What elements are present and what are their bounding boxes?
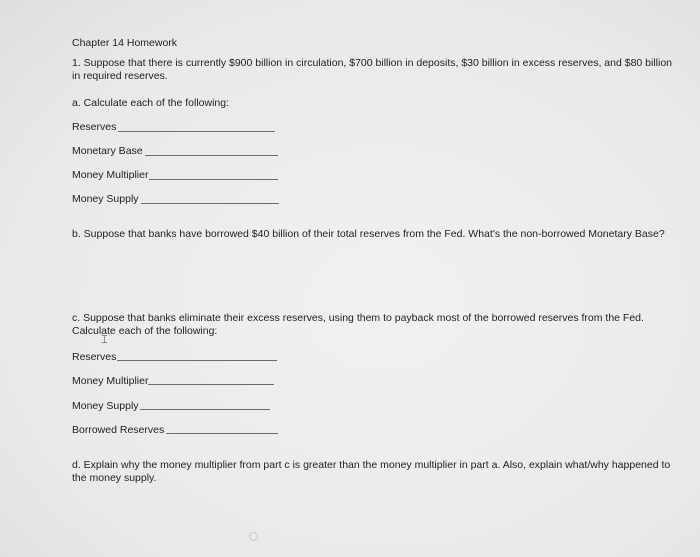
part-b-text: b. Suppose that banks have borrowed $40 billion of their total reserves from the Fed. What's the non-borrowed Monetary Base? — [72, 228, 665, 240]
part-c-money-supply-label: Money Supply — [72, 400, 139, 412]
part-c-borrowed-reserves-label: Borrowed Reserves — [72, 424, 165, 436]
smudge-mark-icon — [249, 532, 258, 541]
part-a-monetary-base-blank[interactable] — [145, 155, 278, 156]
question-1-prompt-line-1: 1. Suppose that there is currently $900 billion in circulation, $700 billion in deposits, $30 billion in excess reserves, and $80 billion — [72, 57, 673, 69]
part-c-money-multiplier-label: Money Multiplier — [72, 375, 149, 387]
part-d-line-1: d. Explain why the money multiplier from part c is greater than the money multiplier in part a. Also, explain what/why happened to — [72, 459, 671, 471]
text-cursor-icon: ⌶ — [101, 334, 108, 346]
part-a-money-supply-label: Money Supply — [72, 193, 139, 205]
part-c-borrowed-reserves-blank[interactable] — [166, 433, 278, 434]
part-c-reserves-label: Reserves — [72, 351, 117, 363]
part-a-monetary-base-label: Monetary Base — [72, 145, 143, 157]
part-a-money-supply-blank[interactable] — [141, 203, 279, 204]
part-a-reserves-blank[interactable] — [118, 131, 275, 132]
part-c-reserves-blank[interactable] — [117, 360, 277, 361]
part-a-heading: a. Calculate each of the following: — [72, 97, 230, 109]
part-c-line-1: c. Suppose that banks eliminate their excess reserves, using them to payback most of the borrowed reserves from the Fed. — [72, 312, 644, 324]
part-a-money-multiplier-blank[interactable] — [149, 179, 278, 180]
part-a-reserves-label: Reserves — [72, 121, 117, 133]
part-c-money-supply-blank[interactable] — [140, 409, 270, 410]
part-a-money-multiplier-label: Money Multiplier — [72, 169, 149, 181]
part-c-money-multiplier-blank[interactable] — [148, 384, 274, 385]
part-d-line-2: the money supply. — [72, 472, 157, 484]
part-c-line-2: Calculate each of the following: — [72, 325, 218, 337]
page-title: Chapter 14 Homework — [72, 37, 178, 49]
question-1-prompt-line-2: in required reserves. — [72, 70, 168, 82]
